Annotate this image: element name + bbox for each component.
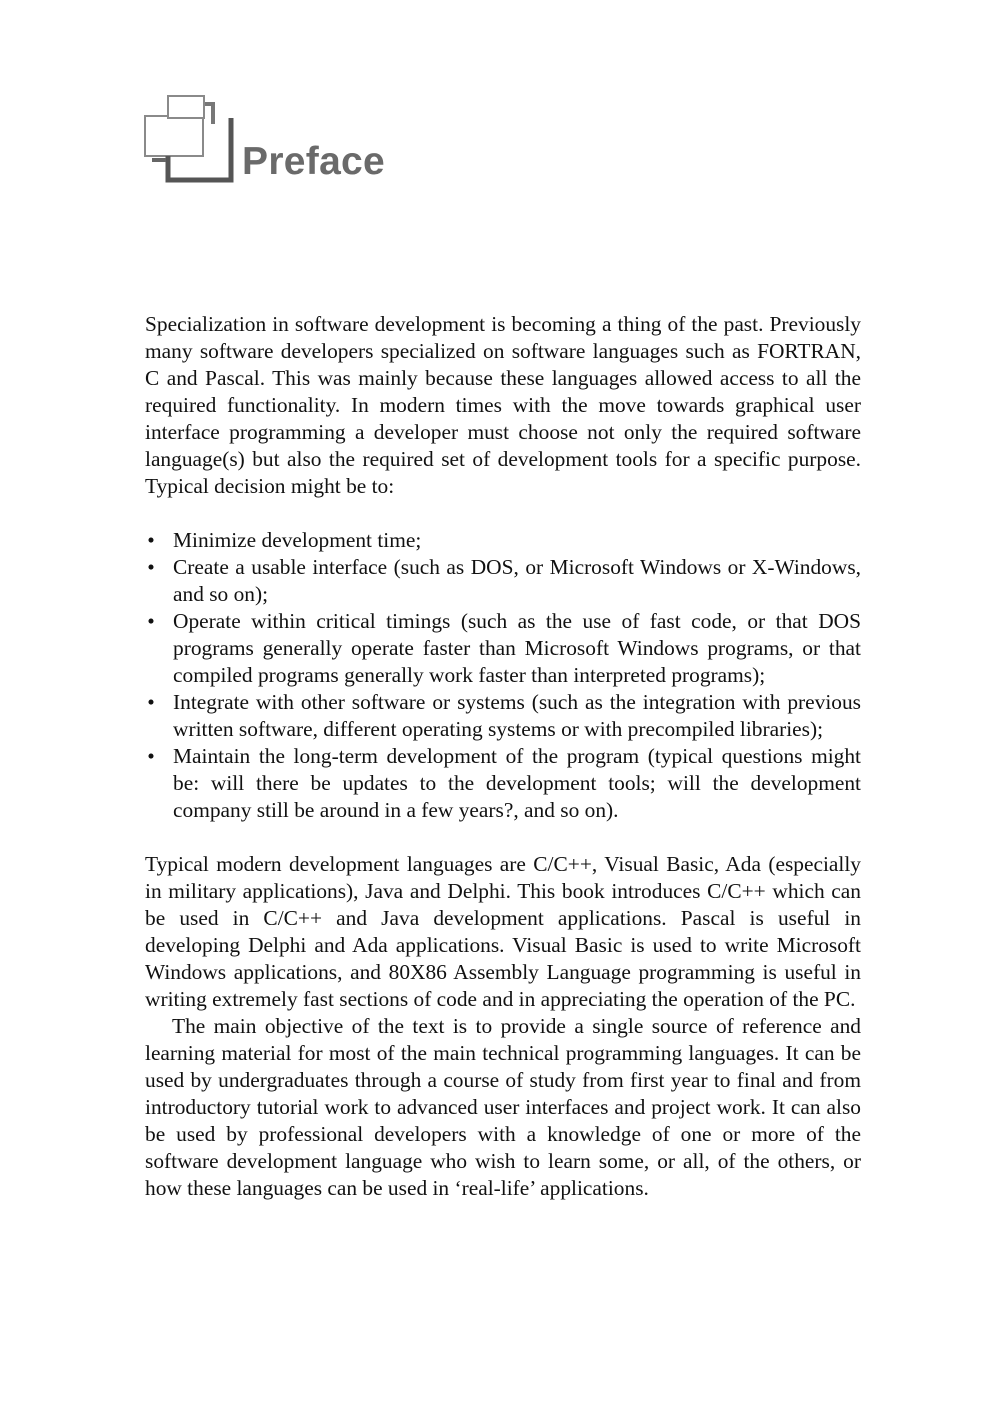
page-body (145, 311, 861, 1202)
decision-list (145, 527, 861, 824)
bullet-marker: • (147, 609, 155, 633)
list-item-text: Maintain the long-term development of the program (typical questions might be: will there be updates to the development tools; will the development company still be around in a few years?, and so on). (173, 744, 861, 822)
list-item (145, 689, 861, 743)
list-item (145, 527, 861, 554)
list-item-text: Create a usable interface (such as DOS, or Microsoft Windows or X-Windows, and so on); (173, 555, 861, 606)
objective-paragraph: The main objective of the text is to provide a single source of reference and learning material for most of the main technical programming languages. It can be used by undergraduates through a course of study from first year to final and from introductory tutorial work to advanced user interfaces and project work. It can also be used by professional developers with a knowledge of one or more of the software development language who wish to learn some, or all, of the others, or how these languages can be used in ‘real-life’ applications. (145, 1014, 861, 1200)
bullet-marker: • (147, 555, 155, 579)
list-item-text: Operate within critical timings (such as the use of fast code, or that DOS programs generally operate faster than Microsoft Windows programs, or that compiled programs generally work faster than interpreted programs); (173, 609, 861, 687)
page-title: Preface (242, 140, 386, 183)
chapter-heading (143, 94, 543, 194)
list-item-text: Integrate with other software or systems (such as the integration with previous written software, different operating systems or with precompiled libraries); (173, 690, 861, 741)
bullet-marker: • (147, 690, 155, 714)
bullet-marker: • (147, 528, 155, 552)
list-item (145, 743, 861, 824)
languages-paragraph: Typical modern development languages are C/C++, Visual Basic, Ada (especially in military applications), Java and Delphi. This book introduces C/C++ which can be used in C/C++ and Java development applications. Pascal is useful in developing Delphi and Ada applications. Visual Basic is used to write Microsoft Windows applications, and 80X86 Assembly Language programming is useful in writing extremely fast sections of code and in appreciating the operation of the PC. (145, 852, 861, 1011)
bullet-marker: • (147, 744, 155, 768)
list-item (145, 554, 861, 608)
list-item (145, 608, 861, 689)
double-square-icon (143, 94, 235, 186)
list-item-text: Minimize development time; (173, 528, 422, 552)
intro-paragraph: Specialization in software development is becoming a thing of the past. Previously many software developers specialized on software languages such as FORTRAN, C and Pascal. This was mainly because these languages allowed access to all the required functionality. In modern times with the move towards graphical user interface programming a developer must choose not only the required software language(s) but also the required set of development tools for a specific purpose. Typical decision might be to: (145, 312, 861, 498)
